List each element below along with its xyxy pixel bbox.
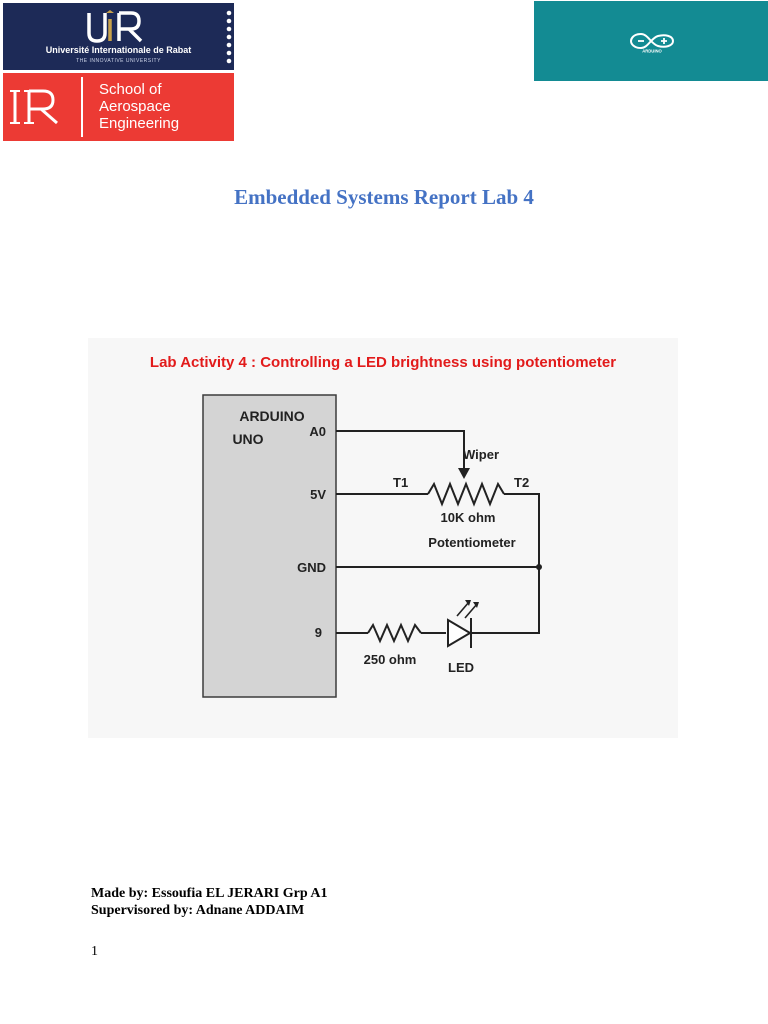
school-name xyxy=(99,81,179,132)
arduino-logo-icon xyxy=(628,31,676,53)
pin-label-a0: A0 xyxy=(309,424,326,439)
pot-name-label: Potentiometer xyxy=(428,535,516,550)
wiper-label: Wiper xyxy=(463,447,499,462)
resistor-label: 250 ohm xyxy=(363,652,417,667)
school-name-line: Aerospace xyxy=(99,98,171,115)
pin-label-gnd: GND xyxy=(297,560,326,575)
circuit-diagram xyxy=(88,338,678,738)
arduino-banner xyxy=(534,1,768,81)
ur-monogram-icon xyxy=(3,73,77,141)
logo-divider xyxy=(81,77,83,137)
junction-dot xyxy=(536,564,542,570)
pot-value-label: 10K ohm xyxy=(440,510,496,525)
decorative-dots-icon xyxy=(225,9,233,65)
uir-monogram-icon xyxy=(83,9,153,43)
arduino-wordmark: ARDUINO xyxy=(642,48,662,53)
school-name-line: Engineering xyxy=(99,115,180,132)
diagram-heading: Lab Activity 4 : Controlling a LED brightness using potentiometer xyxy=(149,354,617,371)
page-number: 1 xyxy=(91,944,98,959)
t2-label: T2 xyxy=(514,475,530,490)
uir-tagline: THE INNOVATIVE UNIVERSITY xyxy=(76,58,161,64)
document-title: Embedded Systems Report Lab 4 xyxy=(234,185,534,209)
school-logo xyxy=(3,73,234,141)
led-label: LED xyxy=(448,660,474,675)
board-label: ARDUINO xyxy=(239,408,305,424)
pin-label-5v: 5V xyxy=(310,487,326,502)
board-label: UNO xyxy=(232,431,264,447)
arduino-board xyxy=(203,395,336,697)
supervisor-line: Supervisored by: Adnane ADDAIM xyxy=(91,903,305,918)
pin-label-9: 9 xyxy=(314,625,322,640)
uir-name: Université Internationale de Rabat xyxy=(45,45,192,55)
school-name-line: School of xyxy=(99,81,162,98)
uir-logo xyxy=(3,3,234,70)
author-line: Made by: Essoufia EL JERARI Grp A1 xyxy=(91,886,328,901)
credits xyxy=(91,885,327,919)
t1-label: T1 xyxy=(393,475,409,490)
